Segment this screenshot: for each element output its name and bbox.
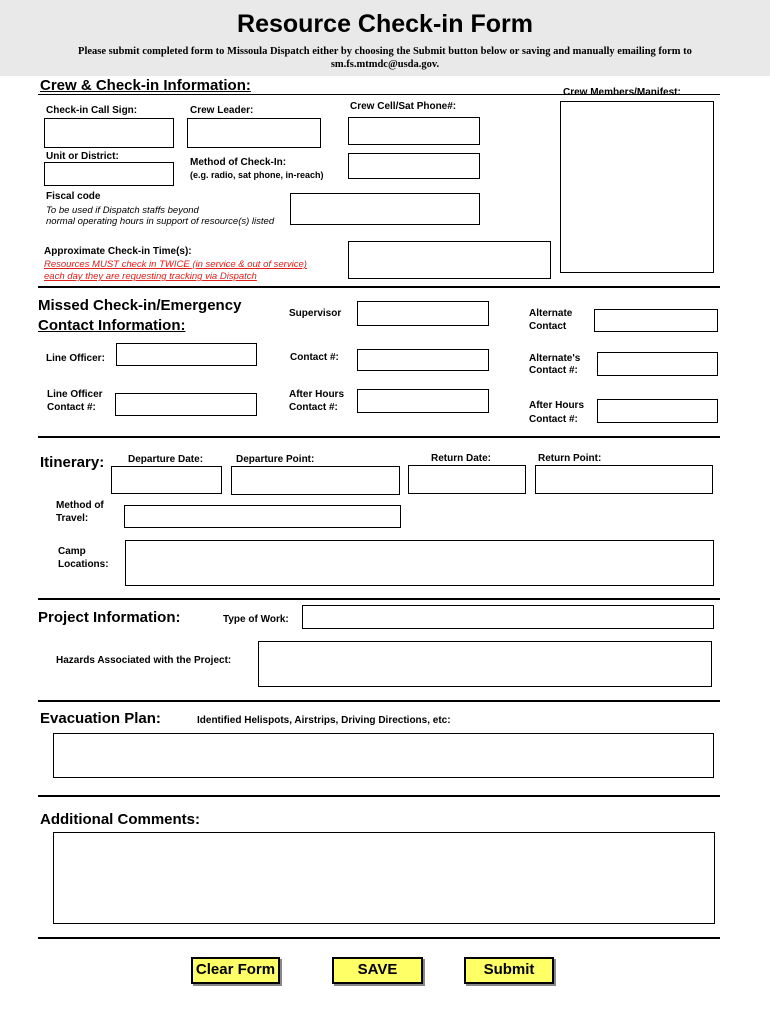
fiscal-note-2: normal operating hours in support of resource(s) listed — [46, 216, 275, 227]
comments-input[interactable] — [53, 832, 715, 924]
supervisor-contact-input[interactable] — [357, 349, 489, 371]
form-instructions: Please submit completed form to Missoula Dispatch either by choosing the Submit button below or saving and manually emailing form to sm.fs.mtmdc@usda.gov. — [78, 46, 692, 70]
camp-label-2: Locations: — [58, 559, 109, 570]
line-officer-input[interactable] — [116, 343, 257, 366]
unit-label: Unit or District: — [46, 151, 119, 162]
travel-method-label-1: Method of — [56, 500, 104, 511]
section-divider — [38, 700, 720, 702]
manifest-input[interactable] — [560, 101, 714, 273]
fiscal-note-1: To be used if Dispatch staffs beyond — [46, 205, 199, 216]
section-divider — [38, 436, 720, 438]
departure-point-input[interactable] — [231, 466, 400, 495]
evacuation-title: Evacuation Plan: — [40, 710, 161, 727]
checkin-times-note-1: Resources MUST check in TWICE (in service & out of service) — [44, 259, 307, 270]
section-divider — [38, 286, 720, 288]
return-point-label: Return Point: — [538, 453, 602, 464]
departure-date-input[interactable] — [111, 466, 222, 494]
return-point-input[interactable] — [535, 465, 713, 494]
missed-section-title-2: Contact Information: — [38, 317, 186, 334]
section-divider — [38, 795, 720, 797]
section-divider — [38, 598, 720, 600]
alternate-input[interactable] — [594, 309, 718, 332]
section-divider — [38, 937, 720, 939]
method-label: Method of Check-In: — [190, 157, 287, 168]
line-officer-label: Line Officer: — [46, 353, 105, 364]
crew-phone-input[interactable] — [348, 117, 480, 145]
checkin-times-note-2: each day they are requesting tracking via Dispatch — [44, 271, 257, 282]
supervisor-input[interactable] — [357, 301, 489, 326]
return-date-input[interactable] — [408, 465, 526, 494]
lo-contact-input[interactable] — [115, 393, 257, 416]
hazards-label: Hazards Associated with the Project: — [56, 655, 232, 666]
after-hours-input[interactable] — [357, 389, 489, 413]
comments-title: Additional Comments: — [40, 811, 200, 828]
checkin-times-label: Approximate Check-in Time(s): — [44, 246, 192, 257]
evacuation-input[interactable] — [53, 733, 714, 778]
hazards-input[interactable] — [258, 641, 712, 687]
save-button[interactable]: SAVE — [332, 957, 423, 984]
manifest-label: Crew Members/Manifest: — [563, 87, 681, 98]
lo-contact-label-2: Contact #: — [47, 402, 96, 413]
supervisor-contact-label: Contact #: — [290, 352, 339, 363]
supervisor-label: Supervisor — [289, 308, 342, 319]
work-type-label: Type of Work: — [223, 614, 289, 625]
alt-contact-label-2: Contact #: — [529, 365, 578, 376]
after-hours-label-2: Contact #: — [289, 402, 338, 413]
submit-button[interactable]: Submit — [464, 957, 554, 984]
fiscal-input[interactable] — [290, 193, 480, 225]
after-hours-2-input[interactable] — [597, 399, 718, 423]
itinerary-title: Itinerary: — [40, 454, 105, 471]
travel-method-label-2: Travel: — [56, 513, 89, 524]
after-hours-2-label-1: After Hours — [529, 400, 585, 411]
after-hours-label-1: After Hours — [289, 389, 345, 400]
crew-leader-label: Crew Leader: — [190, 105, 254, 116]
call-sign-label: Check-in Call Sign: — [46, 105, 138, 116]
clear-form-button[interactable]: Clear Form — [191, 957, 280, 984]
alt-contact-input[interactable] — [597, 352, 718, 376]
work-type-input[interactable] — [302, 605, 714, 629]
missed-section-title-1: Missed Check-in/Emergency — [38, 297, 242, 314]
project-title: Project Information: — [38, 609, 181, 626]
alternate-label-2: Contact — [529, 321, 567, 332]
after-hours-2-label-2: Contact #: — [529, 414, 578, 425]
travel-method-input[interactable] — [124, 505, 401, 528]
alternate-label-1: Alternate — [529, 308, 573, 319]
lo-contact-label-1: Line Officer — [47, 389, 103, 400]
method-input[interactable] — [348, 153, 480, 179]
alt-contact-label-1: Alternate's — [529, 353, 581, 364]
departure-point-label: Departure Point: — [236, 454, 315, 465]
method-hint: (e.g. radio, sat phone, in-reach) — [190, 170, 324, 180]
crew-phone-label: Crew Cell/Sat Phone#: — [350, 101, 457, 112]
crew-section-title: Crew & Check-in Information: — [40, 77, 251, 94]
return-date-label: Return Date: — [431, 453, 492, 464]
form-title: Resource Check-in Form — [237, 10, 533, 38]
fiscal-label: Fiscal code — [46, 191, 101, 202]
crew-leader-input[interactable] — [187, 118, 321, 148]
camp-label-1: Camp — [58, 546, 86, 557]
evacuation-hint: Identified Helispots, Airstrips, Driving Directions, etc: — [197, 715, 451, 726]
camp-input[interactable] — [125, 540, 714, 586]
call-sign-input[interactable] — [44, 118, 174, 148]
unit-input[interactable] — [44, 162, 174, 186]
departure-date-label: Departure Date: — [128, 454, 204, 465]
checkin-times-input[interactable] — [348, 241, 551, 279]
